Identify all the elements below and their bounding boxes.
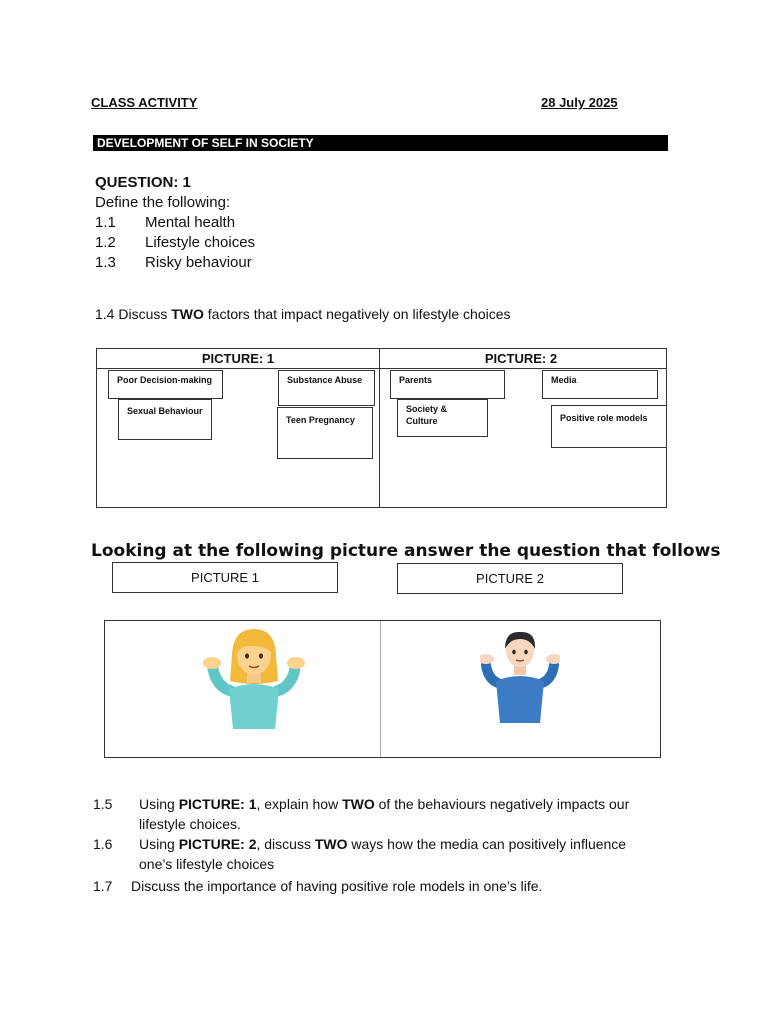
item-text: Risky behaviour: [145, 254, 252, 271]
picture-instruction: Looking at the following picture answer the question that follows: [91, 541, 721, 561]
factors-table: [96, 348, 667, 508]
question-1-4: [95, 306, 511, 322]
question-item-1-3: [95, 254, 252, 271]
question-1-6: [93, 834, 626, 874]
q14-bold: TWO: [171, 306, 204, 322]
q-text: Using: [139, 836, 179, 852]
question-1-5: [93, 794, 629, 834]
factor-box: Society & Culture: [397, 399, 488, 437]
factor-box: Media: [542, 370, 658, 399]
q14-post: factors that impact negatively on lifestyle choices: [203, 306, 511, 322]
table-header-picture-2: PICTURE: 2: [484, 351, 558, 366]
emoji-table: [104, 620, 661, 758]
question-item-1-2: [95, 234, 255, 251]
factor-box: Substance Abuse: [278, 370, 375, 406]
q-text: Using: [139, 796, 179, 812]
activity-date: 28 July 2025: [541, 95, 618, 110]
q-bold: TWO: [342, 796, 375, 812]
question-intro: Define the following:: [95, 194, 231, 211]
factor-box: Parents: [390, 370, 505, 399]
table-header-line: [97, 368, 666, 369]
q-number: 1.7: [93, 878, 113, 894]
item-text: Lifestyle choices: [145, 234, 256, 251]
factor-box: Sexual Behaviour: [118, 399, 212, 440]
q-text: Discuss the importance of having positive role models in one’s life.: [131, 878, 543, 894]
factor-box: Positive role models: [551, 405, 667, 448]
factor-box: Poor Decision-making: [108, 370, 223, 399]
factor-box: Teen Pregnancy: [277, 407, 373, 459]
emoji-table-divider: [380, 621, 381, 757]
table-divider: [379, 349, 380, 507]
section-banner: DEVELOPMENT OF SELF IN SOCIETY: [93, 135, 668, 151]
q-bold: PICTURE: 2: [178, 836, 257, 852]
item-text: Mental health: [145, 214, 236, 231]
q-bold: TWO: [314, 836, 348, 852]
q-bold: PICTURE: 1: [178, 796, 257, 812]
item-number: 1.2: [95, 234, 116, 251]
q-text: , discuss: [256, 836, 315, 852]
item-number: 1.3: [95, 254, 116, 271]
question-1-7: [93, 876, 542, 896]
q14-pre: 1.4 Discuss: [95, 306, 172, 322]
q-number: 1.6: [93, 836, 113, 852]
question-item-1-1: [95, 214, 235, 231]
item-number: 1.1: [95, 214, 116, 231]
q-text: of the behaviours negatively impacts our: [374, 796, 630, 812]
table-header-picture-1: PICTURE: 1: [201, 351, 275, 366]
picture-1-label: PICTURE 1: [112, 562, 338, 593]
q-text: ways how the media can positively influence: [347, 836, 627, 852]
q-number: 1.5: [93, 796, 113, 812]
q-text: , explain how: [256, 796, 343, 812]
picture-2-label: PICTURE 2: [397, 563, 623, 594]
q-text: lifestyle choices.: [139, 816, 241, 832]
activity-title: CLASS ACTIVITY: [91, 95, 198, 110]
q-text: one’s lifestyle choices: [139, 856, 275, 872]
question-title: QUESTION: 1: [95, 174, 191, 191]
woman-shrugging-icon: [203, 625, 305, 729]
man-shrugging-icon: [480, 627, 560, 723]
